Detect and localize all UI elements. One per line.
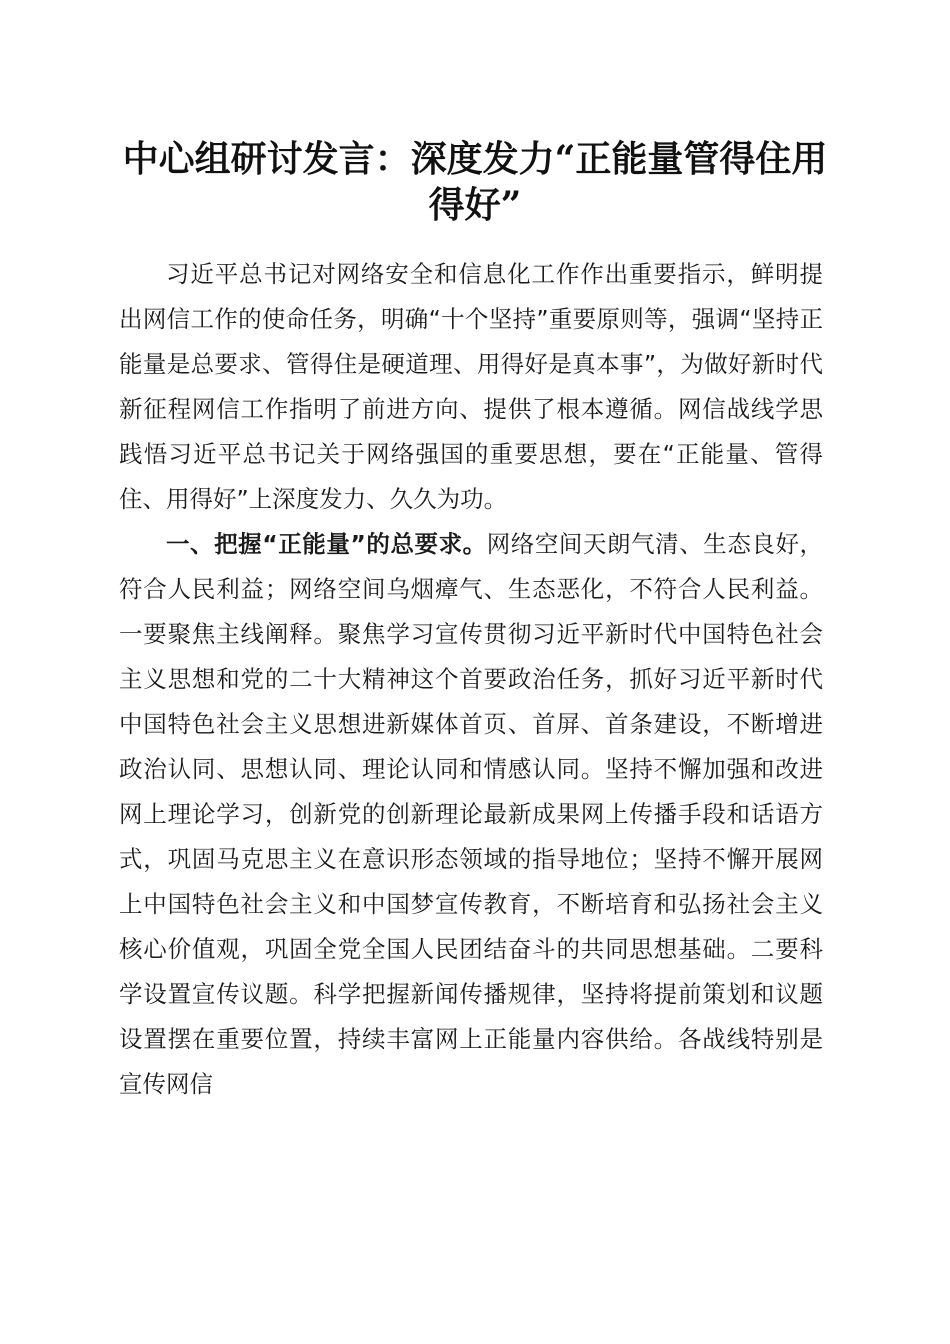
paragraph-intro (119, 252, 823, 522)
section-one-heading: 一、把握“正能量”的总要求。 (166, 530, 487, 558)
document-title: 中心组研讨发言：深度发力“正能量管得住用得好” (122, 138, 828, 226)
paragraph-section-one-text: 网络空间天朗气清、生态良好，符合人民利益；网络空间乌烟瘴气、生态恶化，不符合人民利益。一要聚焦主线阐释。聚焦学习宣传贯彻习近平新时代中国特色社会主义思想和党的二十大精神这个首要政治任务，抓好习近平新时代中国特色社会主义思想进新媒体首页、首屏、首条建设，不断增进政治认同、思想认同、理论认同和情感认同。坚持不懈加强和改进网上理论学习，创新党的创新理论最新成果网上传播手段和话语方式，巩固马克思主义在意识形态领域的指导地位；坚持不懈开展网上中国特色社会主义和中国梦宣传教育，不断培育和弘扬社会主义核心价值观，巩固全党全国人民团结奋斗的共同思想基础。二要科学设置宣传议题。科学把握新闻传播规律，坚持将提前策划和议题设置摆在重要位置，持续丰富网上正能量内容供给。各战线特别是宣传网信 (119, 530, 824, 1098)
document-body (119, 252, 823, 1107)
paragraph-intro-text: 习近平总书记对网络安全和信息化工作作出重要指示，鲜明提出网信工作的使命任务，明确“十个坚持”重要原则等，强调“坚持正能量是总要求、管得住是硬道理、用得好是真本事”，为做好新时代新征程网信工作指明了前进方向、提供了根本遵循。网信战线学思践悟习近平总书记关于网络强国的重要思想，要在“正能量、管得住、用得好”上深度发力、久久为功。 (119, 260, 823, 513)
paragraph-section-one (119, 522, 823, 1107)
